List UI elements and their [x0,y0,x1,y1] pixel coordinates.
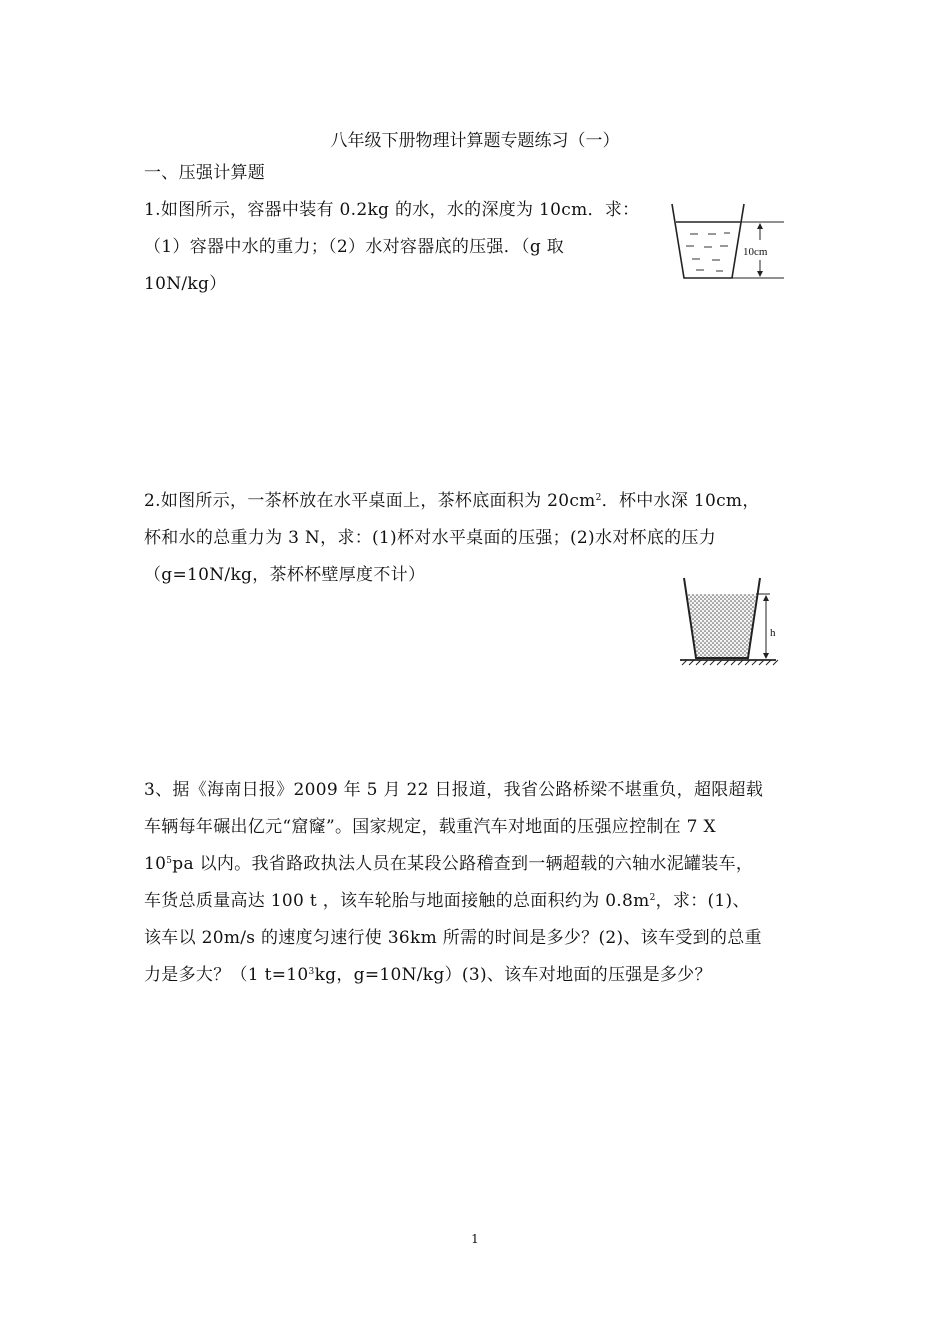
q3-line3-rest: pa 以内。我省路政执法人员在某段公路稽查到一辆超载的六轴水泥罐装车， [172,854,754,874]
container-figure [668,196,788,288]
water-marks [686,233,730,271]
q3-exponent-5: 5 [166,856,173,866]
q1-line3: 10N/kg） [144,274,227,294]
q3-line1: 3、据《海南日报》2009 年 5 月 22 日报道，我省公路桥梁不堪重负，超限超载 [144,780,764,800]
page-number: 1 [471,1232,479,1246]
q3-exponent-3: 3 [308,967,315,977]
q2-line1 [144,489,760,513]
q2-line2: 杯和水的总重力为 3 N，求：(1)杯对水平桌面的压强；(2)水对杯底的压力 [144,528,717,548]
q2-line1-text: 2.如图所示，一茶杯放在水平桌面上，茶杯底面积为 20cm [144,491,596,511]
q2-line3: （g=10N/kg，茶杯杯壁厚度不计） [144,565,426,585]
q3-line3 [144,852,753,876]
height-label: h [770,627,776,639]
q3-line5: 该车以 20m/s 的速度匀速行使 36km 所需的时间是多少？(2)、该车受到的总重 [144,928,762,948]
section-heading: 一、压强计算题 [144,163,266,183]
q1-line1: 1.如图所示，容器中装有 0.2kg 的水，水的深度为 10cm．求： [144,200,640,220]
q2-superscript: 2 [595,493,602,503]
q3-line3-base: 10 [144,854,167,874]
q3-line4-text: 车货总质量高达 100 t ，该车轮胎与地面接触的总面积约为 0.8m [144,891,650,911]
page-title: 八年级下册物理计算题专题练习（一） [330,131,620,151]
q3-line6-rest: kg，g=10N/kg）(3)、该车对地面的压强是多少？ [314,965,712,985]
cup-water [688,594,756,658]
q3-line4 [144,889,750,913]
q3-exponent-2: 2 [649,893,656,903]
q2-line1-rest: ．杯中水深 10cm， [601,491,760,511]
depth-label: 10cm [743,246,768,258]
q3-line2: 车辆每年碾出亿元“窟窿”。国家规定，载重汽车对地面的压强应控制在 7 X [144,817,716,837]
q3-line6 [144,963,712,987]
q3-line6-text: 力是多大？（1 t=10 [144,965,309,985]
teacup-figure [676,574,786,666]
q1-line2: （1）容器中水的重力；（2）水对容器底的压强．（g 取 [144,237,565,257]
container-outline [672,204,744,278]
q3-line4-rest: ，求：(1)、 [655,891,750,911]
